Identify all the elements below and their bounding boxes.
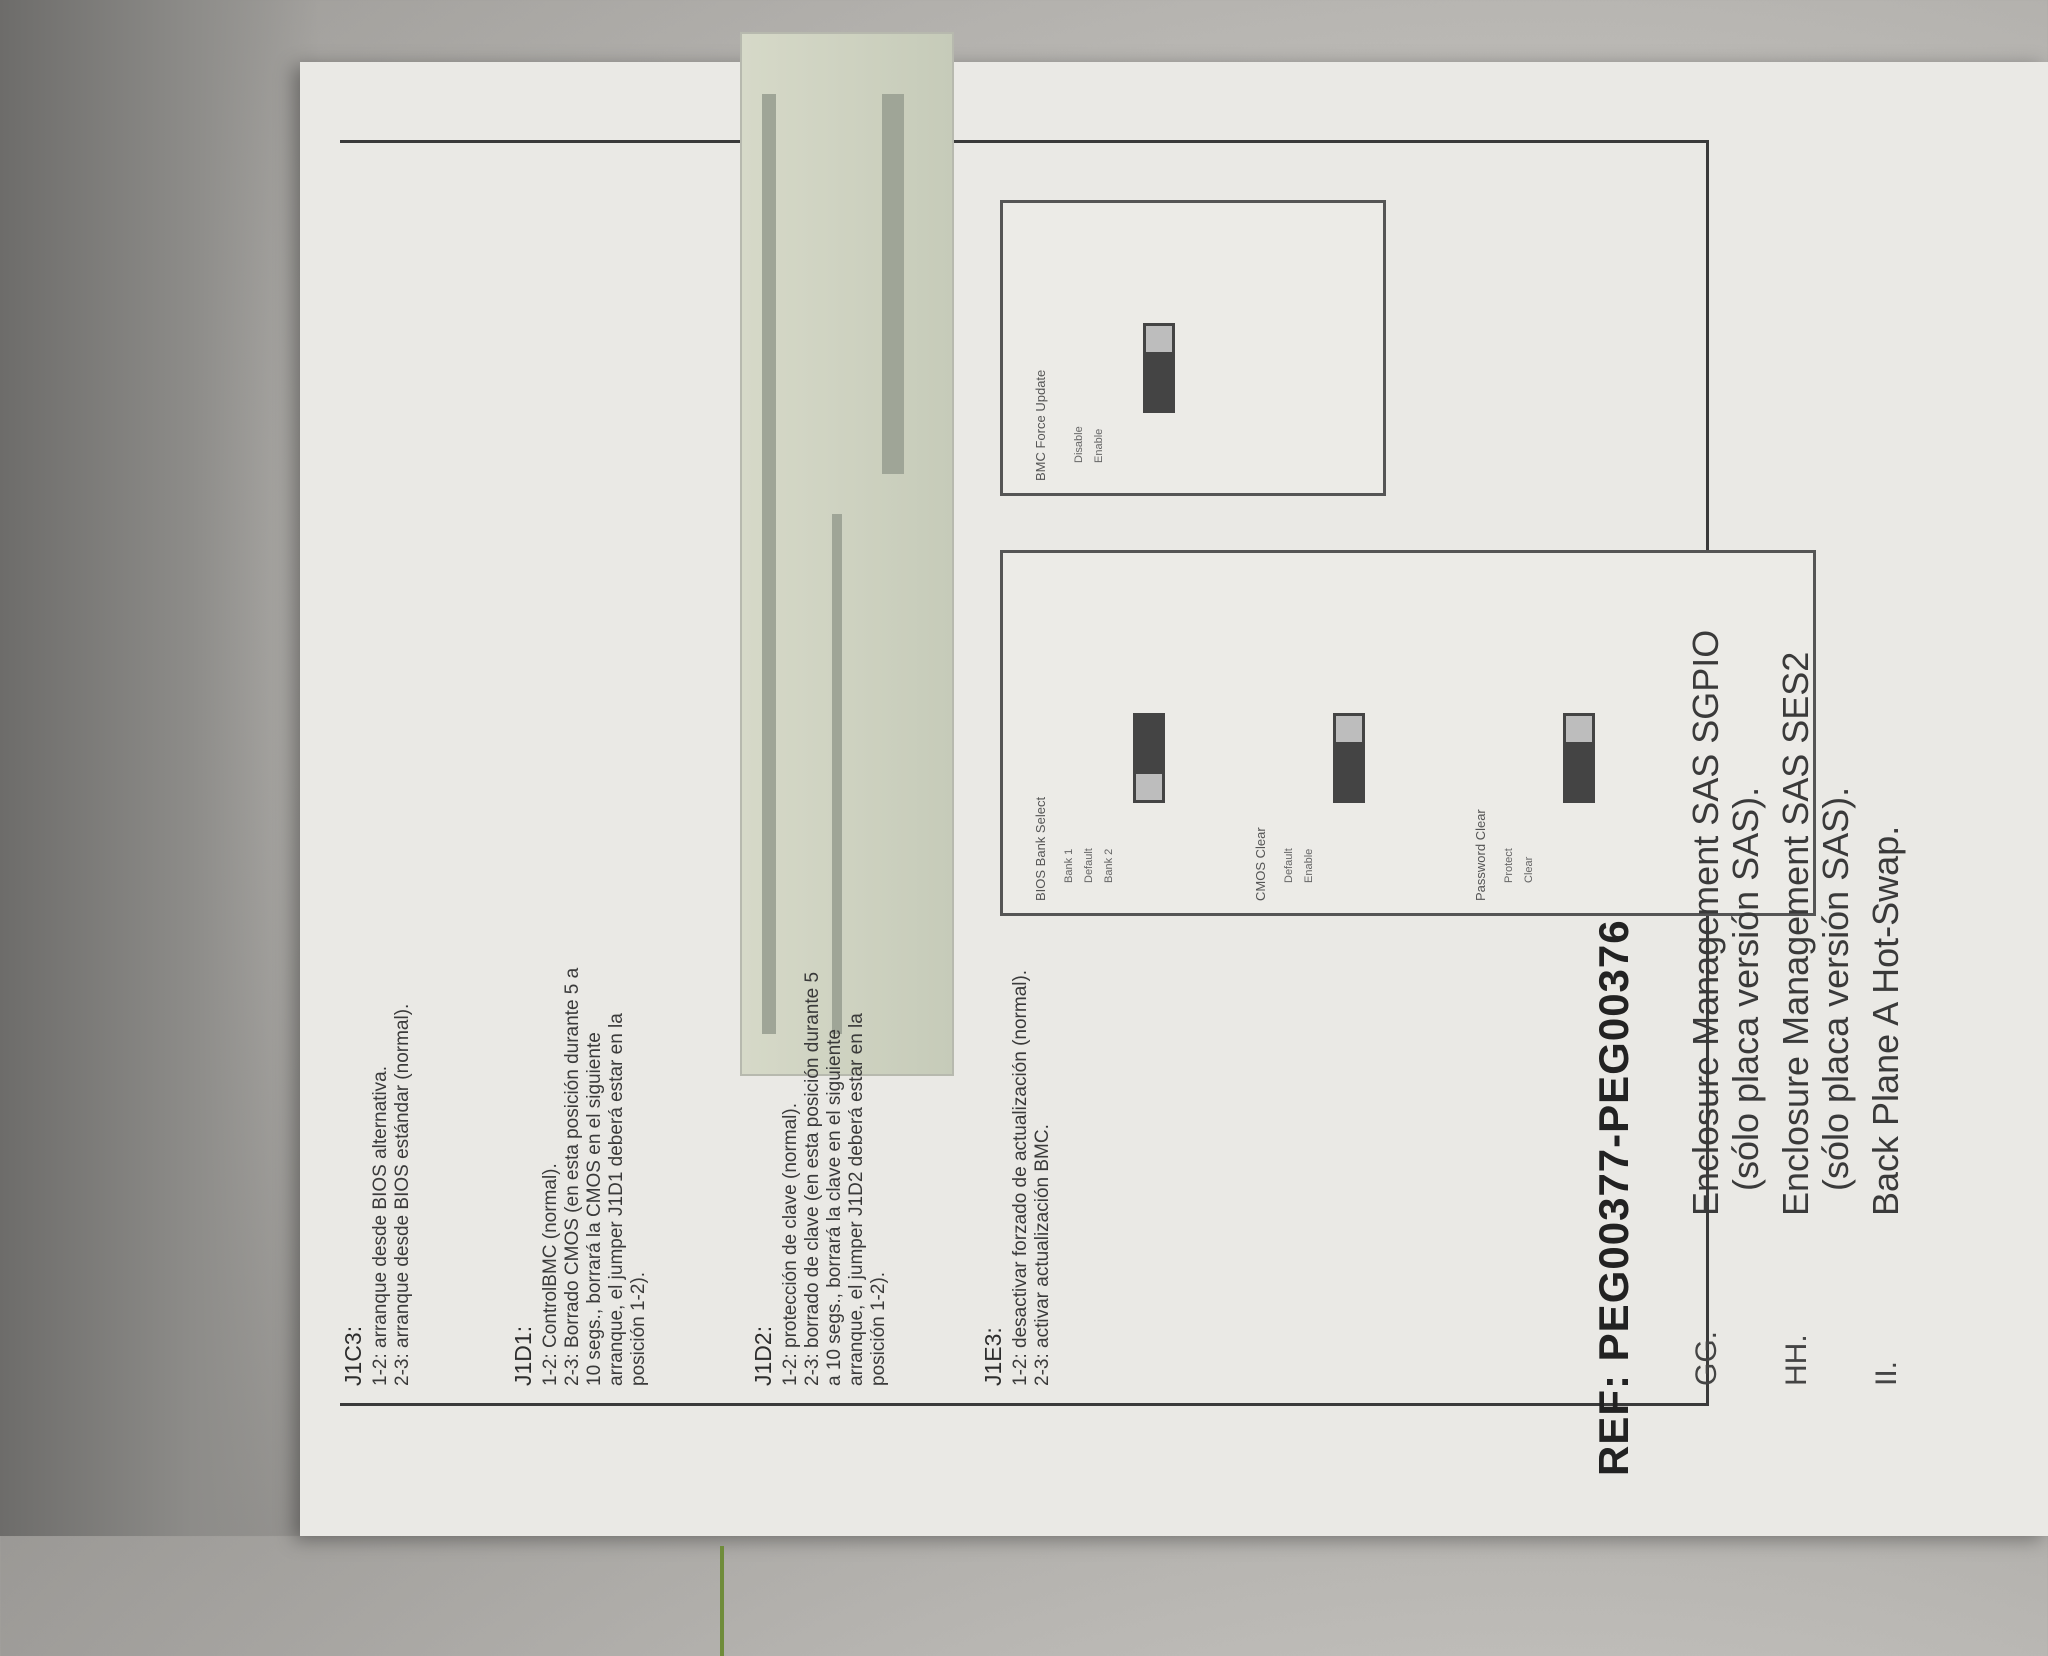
bank-2-label: Bank 2 xyxy=(1103,848,1115,883)
j1e3-text xyxy=(1010,966,1054,1386)
j1e3-line-2: 2-3: activar actualización BMC. xyxy=(1032,1124,1053,1386)
footer-letter-gg: GG. xyxy=(1690,1330,1723,1386)
ref-label: REF: xyxy=(1590,1374,1637,1476)
j1c3-heading: J1C3: xyxy=(340,1325,366,1386)
cmos-enable-label: Enable xyxy=(1303,848,1315,883)
footer-item-hh-sub: (sólo placa versión SAS). xyxy=(1815,786,1856,1191)
footer-letter-hh: HH. xyxy=(1780,1334,1813,1386)
j1d2-heading: J1D2: xyxy=(750,1325,776,1386)
bios-bank-select-title: BIOS Bank Select xyxy=(1033,796,1048,901)
password-pins xyxy=(1563,716,1595,803)
clear-label: Clear xyxy=(1523,856,1535,883)
jumper-diagram-bmc-box xyxy=(1000,200,1386,496)
j1c3-line-1: 1-2: arranque desde BIOS alternativa. xyxy=(370,1065,391,1386)
j1d2-text xyxy=(780,966,890,1386)
bmc-force-update-title: BMC Force Update xyxy=(1033,369,1048,481)
bios-bank-pins xyxy=(1133,716,1165,803)
ref-codes: PEG00377-PEG00376 xyxy=(1590,919,1637,1362)
footer-letter-ii: II. xyxy=(1870,1360,1903,1386)
bmc-enable-label: Enable xyxy=(1093,428,1105,463)
rotated-page-content xyxy=(300,62,2048,1536)
j1d2-line-2: 2-3: borrado de clave (en esta posición durante 5 a 10 segs., borrará la clave en el siguiente arranque, el jumper J1D2 deberá estar en la posición 1-2). xyxy=(802,971,889,1386)
cmos-clear-title: CMOS Clear xyxy=(1253,827,1268,901)
j1d1-line-1: 1-2: ControlBMC (normal). xyxy=(540,1163,561,1386)
j1c3-text xyxy=(370,966,414,1386)
cmos-pins xyxy=(1333,716,1365,803)
reference-code xyxy=(1590,919,1638,1476)
footer-item-hh: Enclosure Management SAS SES2 xyxy=(1775,651,1816,1216)
bmc-disable-label: Disable xyxy=(1073,426,1085,463)
j1d1-heading: J1D1: xyxy=(510,1325,536,1386)
motherboard-image xyxy=(740,32,954,1076)
j1c3-line-2: 2-3: arranque desde BIOS estándar (normal). xyxy=(392,1003,413,1386)
green-marker xyxy=(720,1546,724,1656)
j1d1-text xyxy=(540,966,650,1386)
bmc-pins xyxy=(1143,326,1175,413)
j1d2-line-1: 1-2: protección de clave (normal). xyxy=(780,1102,801,1386)
footer-item-gg-sub: (sólo placa versión SAS). xyxy=(1725,786,1766,1191)
footer-item-gg: Enclosure Management SAS SGPIO xyxy=(1685,629,1726,1216)
j1e3-heading: J1E3: xyxy=(980,1327,1006,1386)
protect-label: Protect xyxy=(1503,848,1515,883)
cmos-default-label: Default xyxy=(1283,848,1295,883)
footer-item-ii: Back Plane A Hot-Swap. xyxy=(1865,825,1906,1216)
password-clear-title: Password Clear xyxy=(1473,809,1488,901)
paper-sheet xyxy=(300,62,2048,1536)
default-label: Default xyxy=(1083,848,1095,883)
bank-1-label: Bank 1 xyxy=(1063,848,1075,883)
j1d1-line-2: 2-3: Borrado CMOS (en esta posición durante 5 a 10 segs., borrará la CMOS en el siguiente arranque, el jumper J1D1 deberá estar en la posición 1-2). xyxy=(562,967,649,1386)
background-shadow xyxy=(0,0,320,1536)
j1e3-line-1: 1-2: desactivar forzado de actualización (normal). xyxy=(1010,969,1031,1386)
